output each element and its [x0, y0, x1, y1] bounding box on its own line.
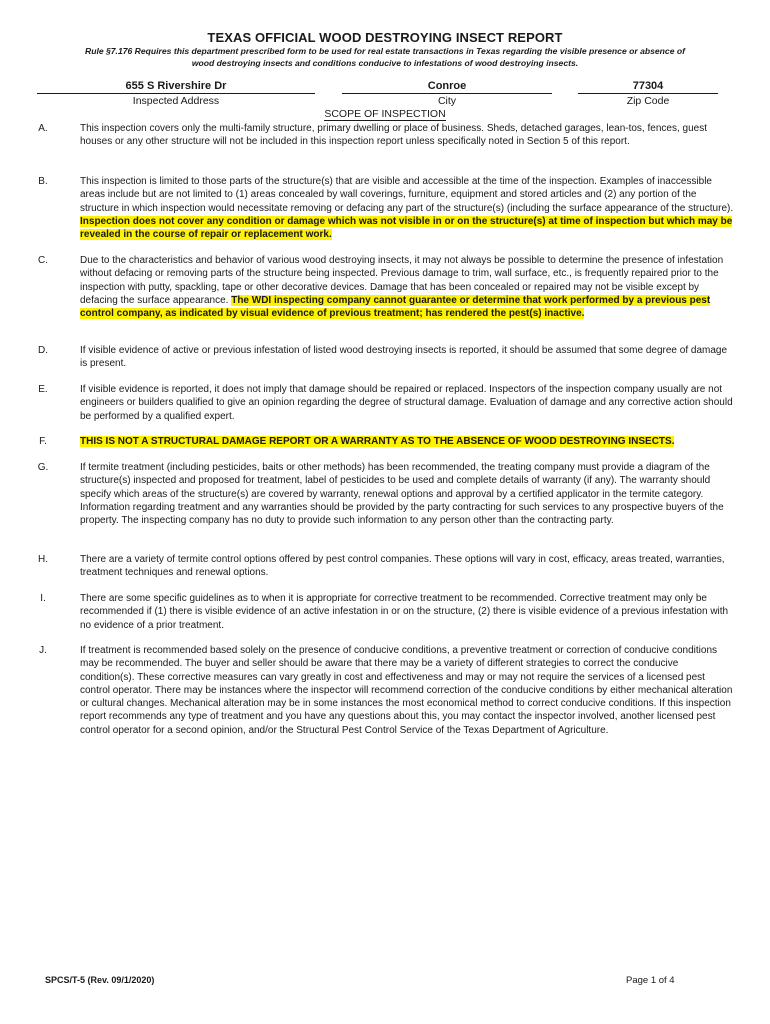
item-h	[32, 553, 734, 580]
item-a	[32, 122, 734, 149]
rule-notice	[40, 45, 730, 69]
report-title: TEXAS OFFICIAL WOOD DESTROYING INSECT REPORT	[207, 30, 563, 45]
item-j-letter: J.	[39, 645, 47, 656]
item-i	[32, 592, 734, 632]
item-c	[32, 254, 734, 320]
item-b-letter: B.	[38, 176, 48, 187]
item-c-body	[80, 254, 734, 320]
item-b-highlight: Inspection does not cover any condition or damage which was not visible in or on the structure(s) at time of inspection but which may be revealed in the course of repair or replacement work.	[80, 215, 733, 241]
item-e-letter: E.	[38, 384, 48, 395]
item-h-letter: H.	[38, 554, 48, 565]
item-d	[32, 344, 734, 371]
city-label: City	[437, 95, 457, 107]
item-c-text: Due to the characteristics and behavior of various wood destroying insects, it may not always be possible to determine the presence of infestation without defacing or removing parts of the structure being inspected. Previous damage to trim, wall surface, etc., is frequently repaired prior to the inspection with putty, spackling, tape or other decorative devices. Damage that has been concealed or repaired may not be visible except by defacing the surface appearance.	[80, 255, 724, 306]
rule-notice-line1: Rule §7.176 Requires this department prescribed form to be used for real estate transactions in Texas regarding the visible presence or absence of	[84, 46, 685, 56]
item-i-letter: I.	[40, 593, 46, 604]
page-number: Page 1 of 4	[626, 975, 675, 986]
form-id: SPCS/T-5 (Rev. 09/1/2020)	[45, 975, 155, 985]
item-c-highlight: The WDI inspecting company cannot guarantee or determine that work performed by a previous pest control company, as indicated by visual evidence of previous treatment; has rendered the pest(s) inactive.	[80, 294, 711, 320]
city-value: Conroe	[342, 80, 552, 94]
item-c-letter: C.	[38, 255, 48, 266]
item-a-text: This inspection covers only the multi-family structure, primary dwelling or place of business. Sheds, detached garages, lean-tos, fences, guest houses or any other structure will not be included in this inspection report unless specifically noted in Section 5 of this report.	[80, 123, 707, 148]
item-f-letter: F.	[39, 436, 47, 447]
scope-heading	[0, 108, 770, 120]
item-a-letter: A.	[38, 123, 48, 134]
item-g-text: If termite treatment (including pesticides, baits or other methods) has been recommended, the treating company must provide a diagram of the structure(s) inspected and proposed for treatment, label of pesticides to be used and complete details of warranty (if any). The warranty should specify which areas of the structure(s) are covered by warranty, renewal options and approval by a certified applicator in the termite category. Information regarding treatment and any warranties should be provided by the party contracting for such services to any prospective buyers of the property. The inspecting company has no duty to provide such information to any person other than the contracting party.	[80, 462, 724, 527]
item-e	[32, 383, 734, 423]
item-b-text: This inspection is limited to those parts of the structure(s) that are visible and accessible at the time of the inspection. Examples of inaccessible areas include but are not limited to (1) areas concealed by wall coverings, furniture, equipment and stored articles and (2) any portion of the structure in which inspection would necessitate removing or defacing any part of the structure(s) (including the surface appearance of the structure).	[80, 176, 734, 214]
address-label: Inspected Address	[132, 95, 220, 107]
item-b-body	[80, 175, 734, 241]
address-value: 655 S Rivershire Dr	[37, 80, 315, 94]
address-field	[37, 80, 315, 108]
rule-notice-line2: wood destroying insects and conditions conducive to infestations of wood destroying insects.	[191, 58, 579, 68]
city-field	[342, 80, 552, 108]
zip-label: Zip Code	[626, 95, 670, 107]
item-d-letter: D.	[38, 345, 48, 356]
item-f-highlight: THIS IS NOT A STRUCTURAL DAMAGE REPORT OR A WARRANTY AS TO THE ABSENCE OF WOOD DESTROYING INSECTS.	[80, 436, 675, 447]
item-b	[32, 175, 734, 241]
item-e-text: If visible evidence is reported, it does not imply that damage should be repaired or replaced. Inspectors of the inspection company usually are not engineers or builders qualified to give an opinion regarding the degree of structural damage. Evaluation of damage and any corrective action should be performed by a qualified expert.	[80, 384, 733, 422]
zip-value: 77304	[578, 80, 718, 94]
zip-field	[578, 80, 718, 108]
item-f	[32, 435, 734, 448]
item-d-text: If visible evidence of active or previous infestation of listed wood destroying insects is reported, it should be assumed that some degree of damage is present.	[80, 345, 728, 370]
item-g	[32, 461, 734, 527]
scope-heading-text: SCOPE OF INSPECTION	[324, 108, 446, 120]
item-g-letter: G.	[37, 462, 49, 473]
item-i-text: There are some specific guidelines as to when it is appropriate for corrective treatment to be recommended. Corrective treatment may only be recommended if (1) there is visible evidence of an active infestation in or on the structure, (2) there is visible evidence of a previous infestation with no evidence of a prior treatment.	[80, 593, 729, 631]
item-j	[32, 644, 734, 737]
item-h-text: There are a variety of termite control options offered by pest control companies. These options will vary in cost, efficacy, areas treated, warranties, treatment techniques and renewal options.	[80, 554, 725, 579]
item-j-text: If treatment is recommended based solely on the presence of conducive conditions, a preventive treatment or correction of conducive conditions may be recommended. The buyer and seller should be aware that there may be a variety of different strategies to correct the conducive condition(s). These corrective measures can vary greatly in cost and effectiveness and may or may not require the services of a licensed pest control operator. There may be instances where the inspector will recommend correction of the conducive conditions by either mechanical alteration or cultural changes. Mechanical alteration may be in some instances the most economical method to correct conducive conditions. If this inspection report recommends any type of treatment and you have any questions about this, you may contact the inspector involved, another licensed pest control operator for a second opinion, and/or the Structural Pest Control Service of the Texas Department of Agriculture.	[80, 645, 733, 736]
item-f-body	[80, 435, 734, 448]
